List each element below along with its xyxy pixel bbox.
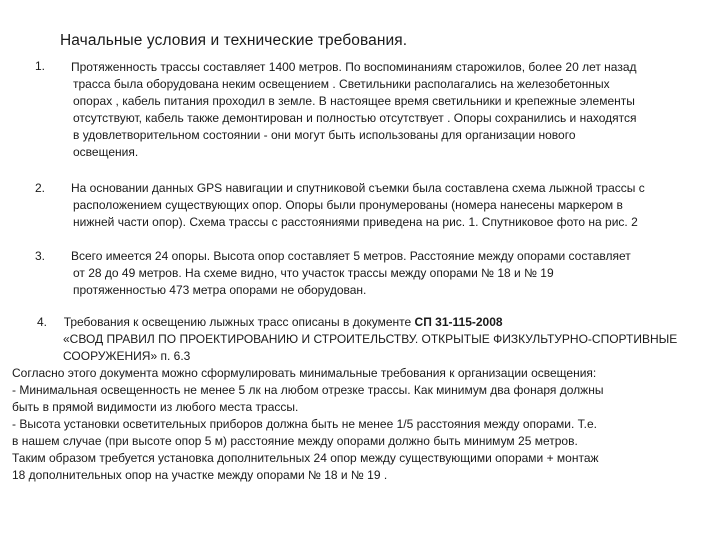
text-line: СООРУЖЕНИЯ» п. 6.3 bbox=[63, 349, 191, 363]
item-text bbox=[71, 59, 691, 161]
requirements-paragraph bbox=[12, 365, 712, 484]
text-line: 18 дополнительных опор на участке между опорами № 18 и № 19 . bbox=[12, 468, 388, 482]
text-line: в удовлетворительном состоянии - они могут быть использованы для организации нового bbox=[73, 128, 576, 142]
text-line: - Минимальная освещенность не менее 5 лк на любом отрезке трассы. Как минимум два фонаря должны bbox=[12, 383, 604, 397]
text-line: трасса была оборудована неким освещением . Светильники располагались на железобетонных bbox=[73, 77, 610, 91]
text-line: На основании данных GPS навигации и спутниковой съемки была составлена схема лыжной трассы с bbox=[71, 181, 645, 195]
text-line: Таким образом требуется установка дополнительных 24 опор между существующими опорами + монтаж bbox=[12, 451, 599, 465]
text-line: Протяженность трассы составляет 1400 метров. По воспоминаниям старожилов, более 20 лет назад bbox=[71, 60, 637, 74]
section-4 bbox=[37, 314, 697, 365]
text-line: протяженностью 473 метра опорами не оборудован. bbox=[73, 283, 367, 297]
text-line: нижней части опор). Схема трассы с расстояниями приведена на рис. 1. Спутниковое фото на рис. 2 bbox=[73, 215, 638, 229]
item-text bbox=[71, 180, 691, 231]
text-line: «СВОД ПРАВИЛ ПО ПРОЕКТИРОВАНИЮ И СТРОИТЕЛЬСТВУ. ОТКРЫТЫЕ ФИЗКУЛЬТУРНО-СПОРТИВНЫЕ bbox=[63, 332, 678, 346]
text-line: расположением существующих опор. Опоры были пронумерованы (номера нанесены маркером в bbox=[73, 198, 623, 212]
text-line: от 28 до 49 метров. На схеме видно, что участок трассы между опорами № 18 и № 19 bbox=[73, 266, 554, 280]
page-title: Начальные условия и технические требования. bbox=[60, 32, 408, 49]
item-text bbox=[71, 248, 691, 299]
text-line: - Высота установки осветительных приборов должна быть не менее 1/5 расстояния между опорами. Т.е. bbox=[12, 417, 597, 431]
text-line: в нашем случае (при высоте опор 5 м) расстояние между опорами должно быть минимум 25 метров. bbox=[12, 434, 578, 448]
text-line: отсутствуют, кабель также демонтирован и полностью отсутствует . Опоры сохранились и находятся bbox=[73, 111, 637, 125]
text-line: быть в прямой видимости из любого места трассы. bbox=[12, 400, 299, 414]
item-number: 1. bbox=[35, 59, 46, 73]
text-line: опорах , кабель питания проходил в земле. В настоящее время светильники и крепежные элементы bbox=[73, 94, 635, 108]
text-line: Согласно этого документа можно сформулировать минимальные требования к организации освещения: bbox=[12, 366, 597, 380]
text-line: освещения. bbox=[73, 145, 139, 159]
requirements-text: Требования к освещению лыжных трасс описаны в документе bbox=[63, 315, 415, 329]
item-number: 2. bbox=[35, 181, 46, 195]
document-code: СП 31-115-2008 bbox=[414, 315, 503, 329]
item-number: 3. bbox=[35, 249, 46, 263]
text-line: Всего имеется 24 опоры. Высота опор составляет 5 метров. Расстояние между опорами составляет bbox=[71, 249, 631, 263]
section-4-heading bbox=[37, 314, 697, 331]
item-number: 4. bbox=[37, 315, 48, 329]
